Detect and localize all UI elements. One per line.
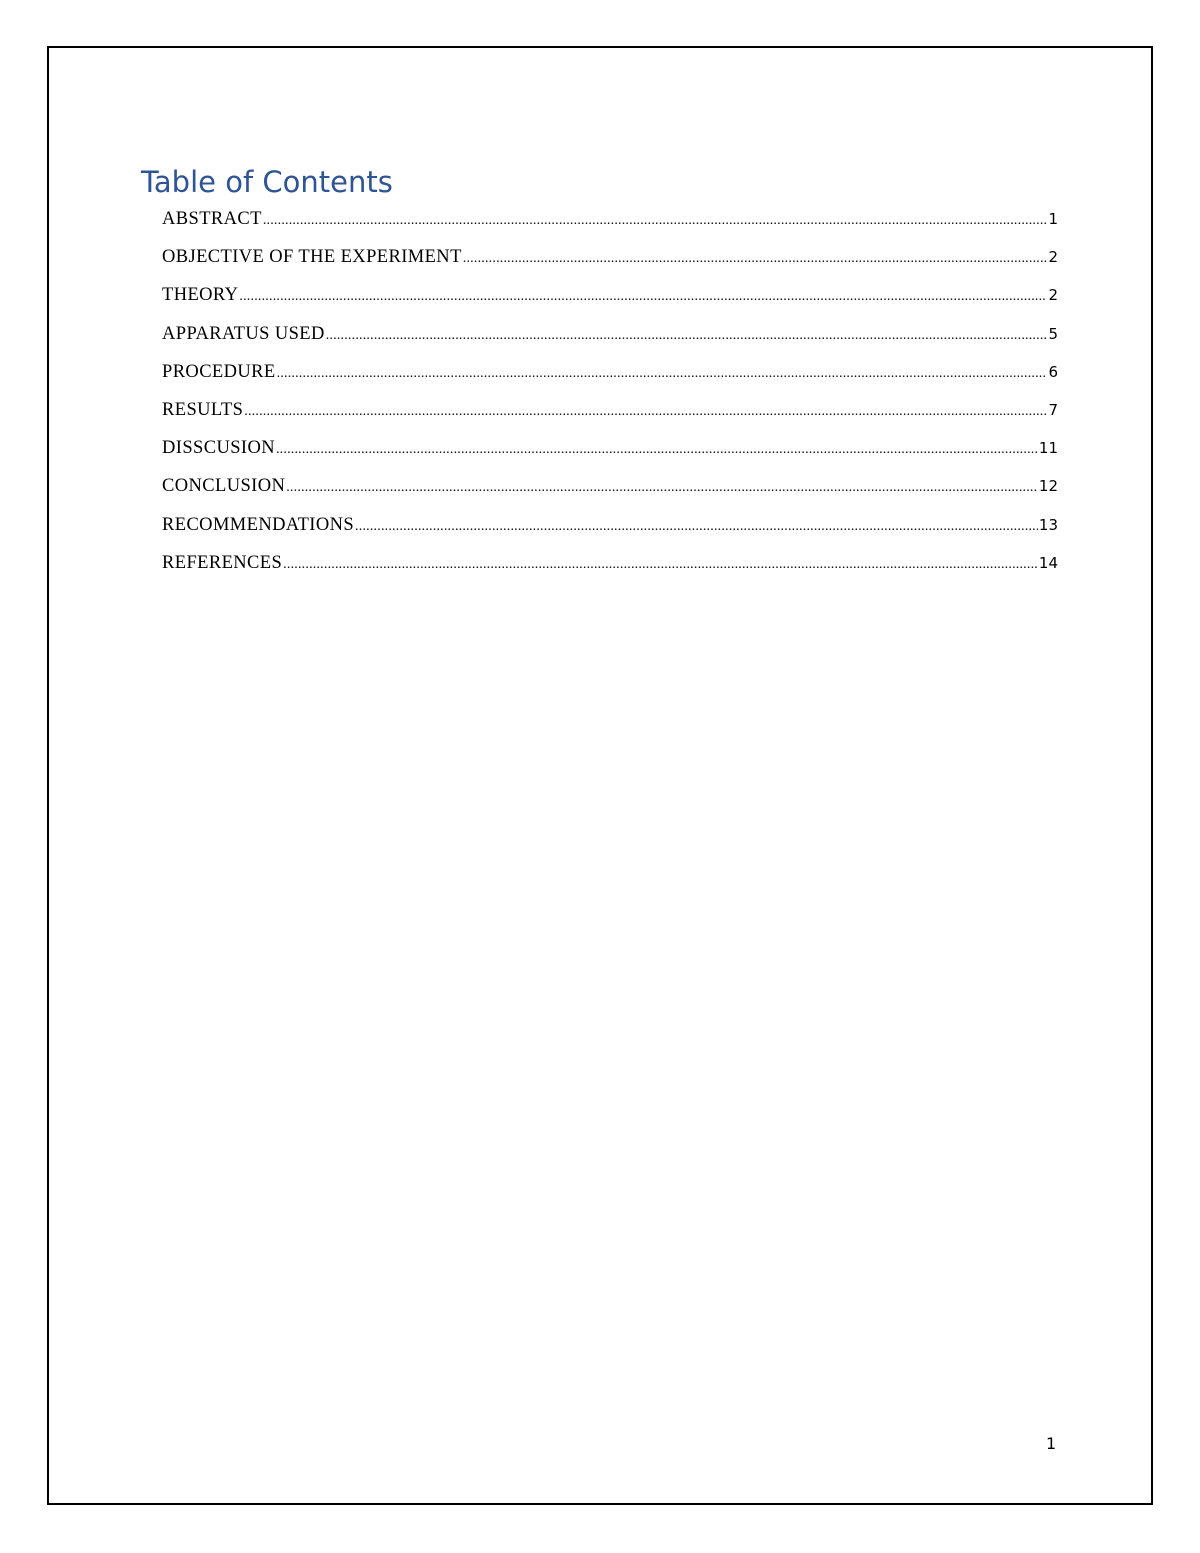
toc-entry-label: DISSCUSION	[162, 438, 275, 459]
toc-entry-results[interactable]	[162, 391, 1058, 429]
toc-entry-recommendations[interactable]	[162, 506, 1058, 544]
toc-dot-leader	[283, 546, 1038, 584]
toc-entry-label: CONCLUSION	[162, 476, 286, 497]
toc-entry-label: ABSTRACT	[162, 209, 262, 229]
toc-dot-leader	[326, 317, 1048, 355]
toc-entry-label: APPARATUS USED	[162, 323, 325, 344]
toc-entry-procedure[interactable]	[162, 353, 1058, 391]
toc-entry-objective[interactable]	[162, 238, 1058, 276]
toc-list	[162, 200, 1058, 582]
toc-entry-label: REFERENCES	[162, 552, 283, 573]
toc-entry-page: 6	[1048, 362, 1058, 381]
toc-entry-page: 7	[1048, 400, 1058, 419]
toc-entry-label: OBJECTIVE OF THE EXPERIMENT	[162, 247, 462, 268]
toc-entry-page: 2	[1048, 286, 1058, 305]
toc-entry-label: THEORY	[162, 285, 239, 306]
toc-entry-label: RESULTS	[162, 399, 244, 420]
toc-entry-page: 11	[1038, 439, 1058, 458]
toc-entry-label: PROCEDURE	[162, 361, 276, 382]
toc-entry-page: 14	[1038, 553, 1058, 572]
page-number: 1	[1046, 1434, 1057, 1453]
toc-entry-page: 2	[1048, 248, 1058, 267]
toc-entry-label: RECOMMENDATIONS	[162, 514, 355, 535]
toc-entry-page: 12	[1038, 477, 1058, 496]
toc-entry-abstract[interactable]	[162, 200, 1058, 238]
toc-dot-leader	[286, 469, 1038, 507]
toc-dot-leader	[244, 393, 1047, 431]
toc-entry-apparatus[interactable]	[162, 315, 1058, 353]
toc-entry-page: 1	[1048, 210, 1058, 228]
toc-entry-references[interactable]	[162, 544, 1058, 582]
toc-dot-leader	[277, 355, 1048, 393]
toc-dot-leader	[463, 240, 1048, 278]
toc-dot-leader	[239, 278, 1047, 316]
toc-dot-leader	[263, 202, 1048, 240]
toc-entry-conclusion[interactable]	[162, 467, 1058, 505]
toc-dot-leader	[276, 431, 1038, 469]
toc-heading: Table of Contents	[141, 165, 393, 199]
toc-dot-leader	[355, 508, 1038, 546]
toc-entry-page: 13	[1038, 515, 1058, 534]
toc-entry-discussion[interactable]	[162, 429, 1058, 467]
toc-entry-theory[interactable]	[162, 276, 1058, 314]
toc-entry-page: 5	[1048, 324, 1058, 343]
